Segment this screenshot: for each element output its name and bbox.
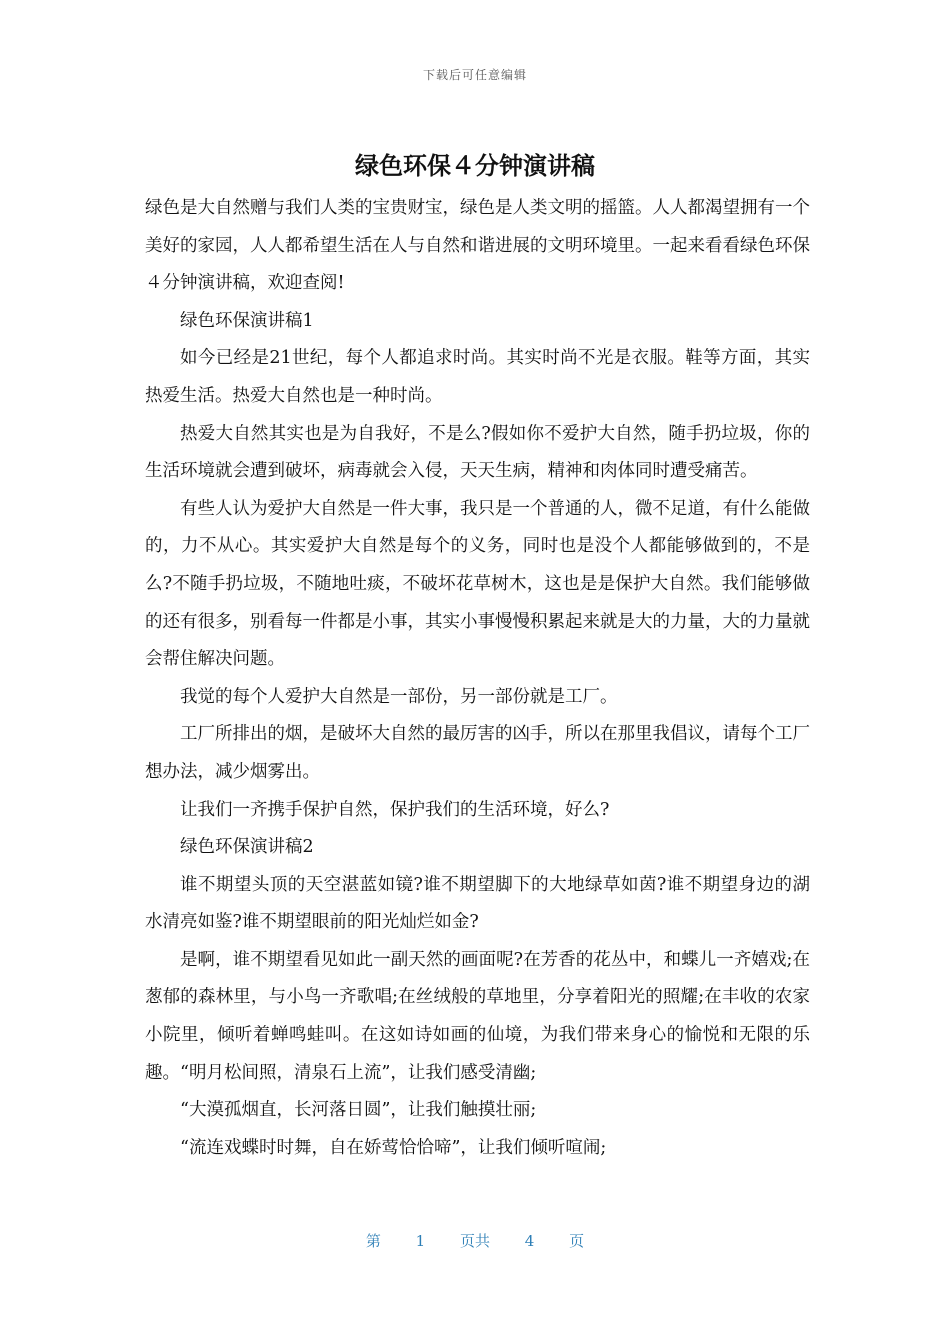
section-heading-speech-1: 绿色环保演讲稿1 [180, 310, 314, 331]
footer-total-pages: 4 [524, 1232, 535, 1250]
header-note: 下载后可任意编辑 [422, 68, 527, 82]
footer-word-of: 页共 [459, 1232, 490, 1250]
intro-paragraph: 绿色是大自然赠与我们人类的宝贵财宝，绿色是人类文明的摇篮。人人都渴望拥有一个美好的家园，人人都希望生活在人与自然和谐进展的文明环境里。一起来看看绿色环保４分钟演讲稿，欢迎查阅! [145, 198, 810, 294]
document-title: 绿色环保４分钟演讲稿 [355, 152, 595, 180]
footer-word-page: 第 [365, 1232, 381, 1250]
body-paragraph: 热爱大自然其实也是为自我好，不是么?假如你不爱护大自然，随手扔垃圾，你的生活环境就会遭到破坏，病毒就会入侵，天天生病，精神和肉体同时遭受痛苦。 [145, 423, 810, 482]
body-paragraph: “流连戏蝶时时舞，自在娇莺恰恰啼”，让我们倾听喧闹; [180, 1137, 607, 1158]
body-paragraph: “大漠孤烟直，长河落日圆”，让我们触摸壮丽; [180, 1100, 537, 1121]
body-paragraph: 我觉的每个人爱护大自然是一部份，另一部份就是工厂。 [180, 686, 618, 707]
body-paragraph: 如今已经是21世纪，每个人都追求时尚。其实时尚不光是衣服。鞋等方面，其实热爱生活。热爱大自然也是一种时尚。 [145, 348, 810, 406]
document-body [145, 190, 810, 1167]
body-paragraph: 工厂所排出的烟，是破坏大自然的最厉害的凶手，所以在那里我倡议，请每个工厂想办法，减少烟雾出。 [145, 724, 810, 782]
body-paragraph: 谁不期望头顶的天空湛蓝如镜?谁不期望脚下的大地绿草如茵?谁不期望身边的湖水清亮如鉴?谁不期望眼前的阳光灿烂如金? [145, 874, 810, 933]
page-footer [0, 1230, 950, 1251]
footer-page-number: 1 [415, 1232, 426, 1250]
section-heading-speech-2: 绿色环保演讲稿2 [180, 837, 314, 858]
footer-word-pages: 页 [569, 1232, 585, 1250]
body-paragraph: 有些人认为爱护大自然是一件大事，我只是一个普通的人，微不足道，有什么能做的，力不从心。其实爱护大自然是每个的义务，同时也是没个人都能够做到的，不是么?不随手扔垃圾，不随地吐痰，不破坏花草树木，这也是是保护大自然。我们能够做的还有很多，别看每一件都是小事，其实小事慢慢积累起来就是大的力量，大的力量就会帮住解决问题。 [145, 498, 810, 670]
body-paragraph: 让我们一齐携手保护自然，保护我们的生活环境，好么? [180, 799, 610, 820]
body-paragraph: 是啊，谁不期望看见如此一副天然的画面呢?在芳香的花丛中，和蝶儿一齐嬉戏;在葱郁的森林里，与小鸟一齐歌唱;在丝绒般的草地里，分享着阳光的照耀;在丰收的农家小院里，倾听着蝉鸣蛙叫。在这如诗如画的仙境，为我们带来身心的愉悦和无限的乐趣。“明月松间照，清泉石上流”，让我们感受清幽; [145, 949, 810, 1083]
